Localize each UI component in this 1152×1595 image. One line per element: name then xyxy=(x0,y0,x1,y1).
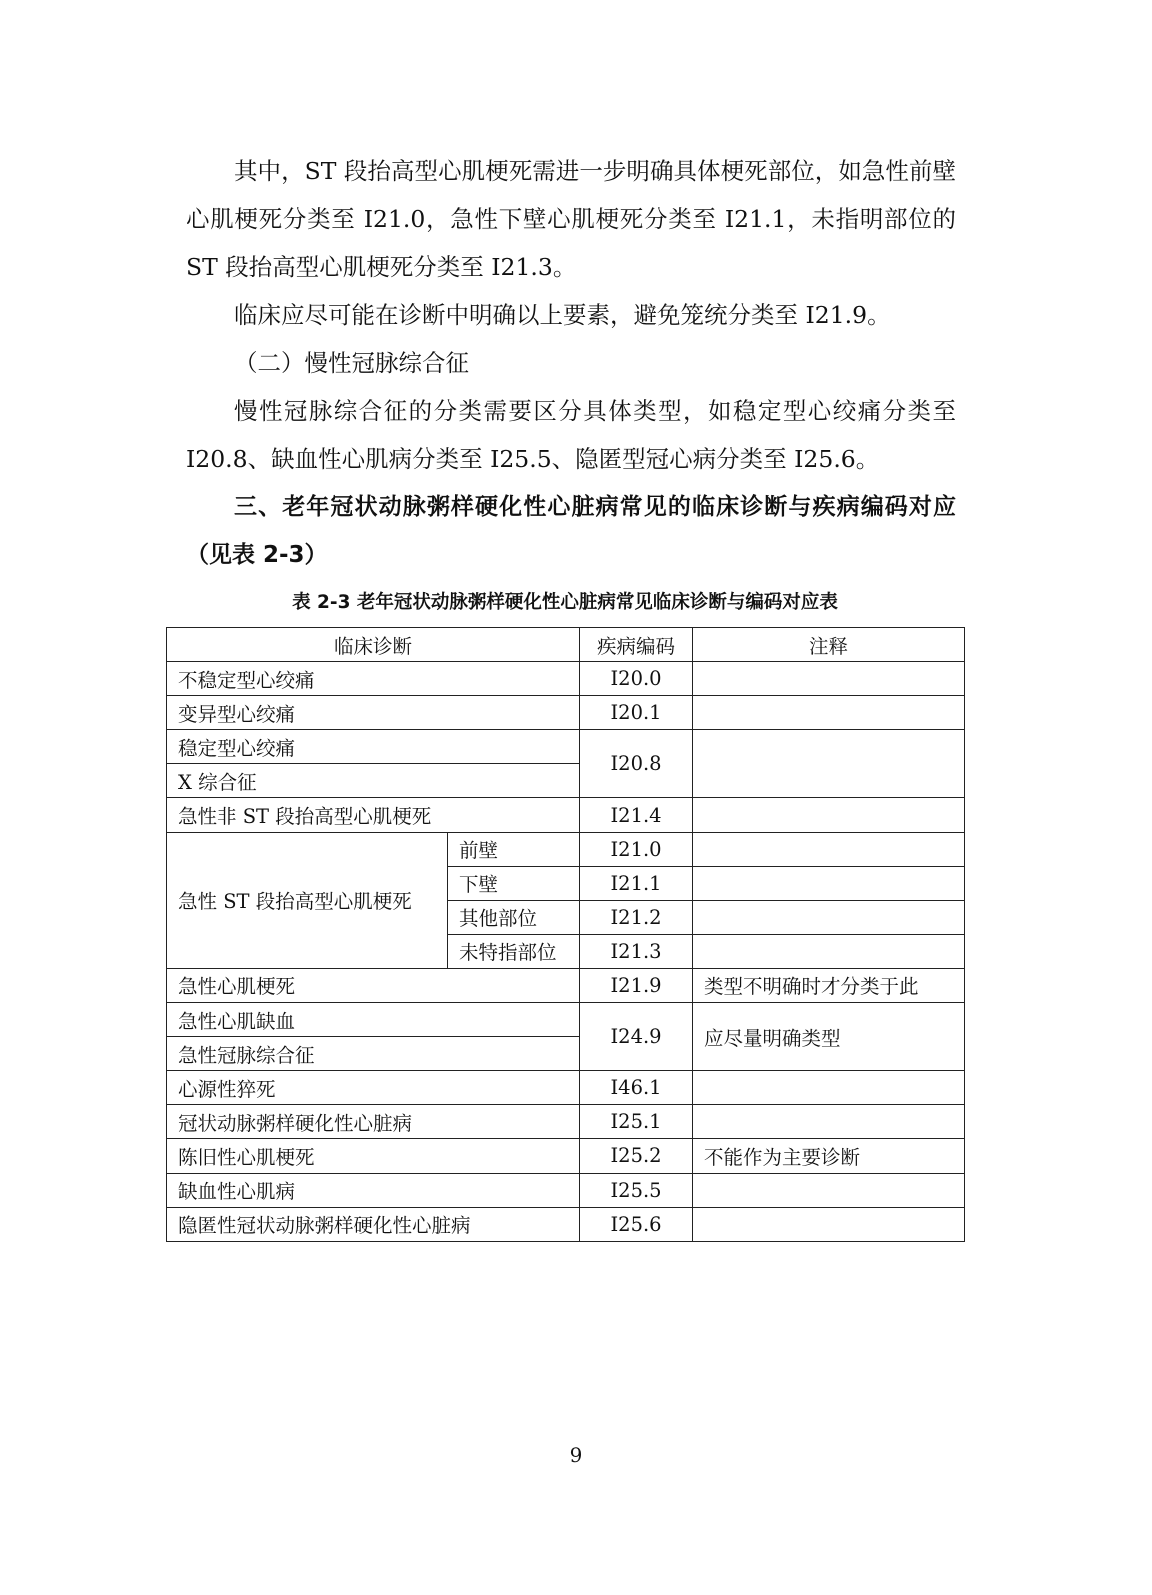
site-cell: 未特指部位 xyxy=(448,934,580,968)
code-cell: I20.0 xyxy=(580,662,693,696)
note-cell: 应尽量明确类型 xyxy=(693,1003,965,1071)
code-cell: I25.6 xyxy=(580,1207,693,1241)
table-row xyxy=(167,1139,965,1173)
diagnosis-cell: 心源性猝死 xyxy=(167,1071,580,1105)
note-cell xyxy=(693,832,965,866)
code-cell: I21.3 xyxy=(580,934,693,968)
table-row xyxy=(167,1173,965,1207)
diagnosis-cell: 隐匿性冠状动脉粥样硬化性心脏病 xyxy=(167,1207,580,1241)
code-cell: I46.1 xyxy=(580,1071,693,1105)
note-cell: 不能作为主要诊断 xyxy=(693,1139,965,1173)
paragraph-chronic-types: 慢性冠脉综合征的分类需要区分具体类型，如稳定型心绞痛分类至 I20.8、缺血性心肌病分类至 I25.5、隐匿型冠心病分类至 I25.6。 xyxy=(186,397,956,473)
table-row xyxy=(167,1207,965,1241)
note-cell xyxy=(693,900,965,934)
site-cell: 前壁 xyxy=(448,832,580,866)
code-cell: I25.5 xyxy=(580,1173,693,1207)
table-row xyxy=(167,1071,965,1105)
code-cell: I21.1 xyxy=(580,866,693,900)
table-row xyxy=(167,730,965,764)
diagnosis-cell: 缺血性心肌病 xyxy=(167,1173,580,1207)
table-row xyxy=(167,798,965,832)
note-cell xyxy=(693,1105,965,1139)
diagnosis-cell: 变异型心绞痛 xyxy=(167,696,580,730)
code-cell: I21.0 xyxy=(580,832,693,866)
page-number: 9 xyxy=(569,1443,583,1467)
diagnosis-cell: 急性 ST 段抬高型心肌梗死 xyxy=(167,832,448,968)
note-cell xyxy=(693,934,965,968)
note-cell xyxy=(693,1071,965,1105)
table-row xyxy=(167,832,965,866)
note-cell: 类型不明确时才分类于此 xyxy=(693,968,965,1002)
code-cell: I24.9 xyxy=(580,1003,693,1071)
diagnosis-cell: 稳定型心绞痛 xyxy=(167,730,580,764)
header-diagnosis: 临床诊断 xyxy=(167,628,580,662)
diagnosis-cell: 急性冠脉综合征 xyxy=(167,1037,580,1071)
table-row xyxy=(167,696,965,730)
note-cell xyxy=(693,662,965,696)
table-row xyxy=(167,968,965,1002)
note-cell xyxy=(693,1207,965,1241)
paragraph-avoid-general: 临床应尽可能在诊断中明确以上要素，避免笼统分类至 I21.9。 xyxy=(234,301,891,329)
diagnosis-cell: X 综合征 xyxy=(167,764,580,798)
code-cell: I25.1 xyxy=(580,1105,693,1139)
site-cell: 其他部位 xyxy=(448,900,580,934)
note-cell xyxy=(693,798,965,832)
subsection-heading-chronic: （二）慢性冠脉综合征 xyxy=(234,349,469,377)
header-code: 疾病编码 xyxy=(580,628,693,662)
code-cell: I21.4 xyxy=(580,798,693,832)
diagnosis-cell: 急性心肌缺血 xyxy=(167,1003,580,1037)
diagnosis-cell: 急性心肌梗死 xyxy=(167,968,580,1002)
header-note: 注释 xyxy=(693,628,965,662)
note-cell xyxy=(693,730,965,798)
table-header-row xyxy=(167,628,965,662)
diagnosis-cell: 陈旧性心肌梗死 xyxy=(167,1139,580,1173)
note-cell xyxy=(693,696,965,730)
table-row xyxy=(167,1003,965,1037)
note-cell xyxy=(693,1173,965,1207)
paragraph-stemi-sites: 其中，ST 段抬高型心肌梗死需进一步明确具体梗死部位，如急性前壁心肌梗死分类至 I21.0，急性下壁心肌梗死分类至 I21.1，未指明部位的 ST 段抬高型心肌梗死分类至 I21.3。 xyxy=(186,157,956,281)
diagnosis-cell: 冠状动脉粥样硬化性心脏病 xyxy=(167,1105,580,1139)
table-caption: 表 2-3 老年冠状动脉粥样硬化性心脏病常见临床诊断与编码对应表 xyxy=(292,592,838,613)
code-cell: I20.8 xyxy=(580,730,693,798)
diagnosis-cell: 不稳定型心绞痛 xyxy=(167,662,580,696)
code-cell: I21.2 xyxy=(580,900,693,934)
section-heading-three: 三、老年冠状动脉粥样硬化性心脏病常见的临床诊断与疾病编码对应（见表 2-3） xyxy=(186,494,956,568)
note-cell xyxy=(693,866,965,900)
site-cell: 下壁 xyxy=(448,866,580,900)
diagnosis-code-table xyxy=(166,627,965,1242)
code-cell: I21.9 xyxy=(580,968,693,1002)
table-row xyxy=(167,662,965,696)
table-row xyxy=(167,1105,965,1139)
code-cell: I25.2 xyxy=(580,1139,693,1173)
diagnosis-cell: 急性非 ST 段抬高型心肌梗死 xyxy=(167,798,580,832)
code-cell: I20.1 xyxy=(580,696,693,730)
